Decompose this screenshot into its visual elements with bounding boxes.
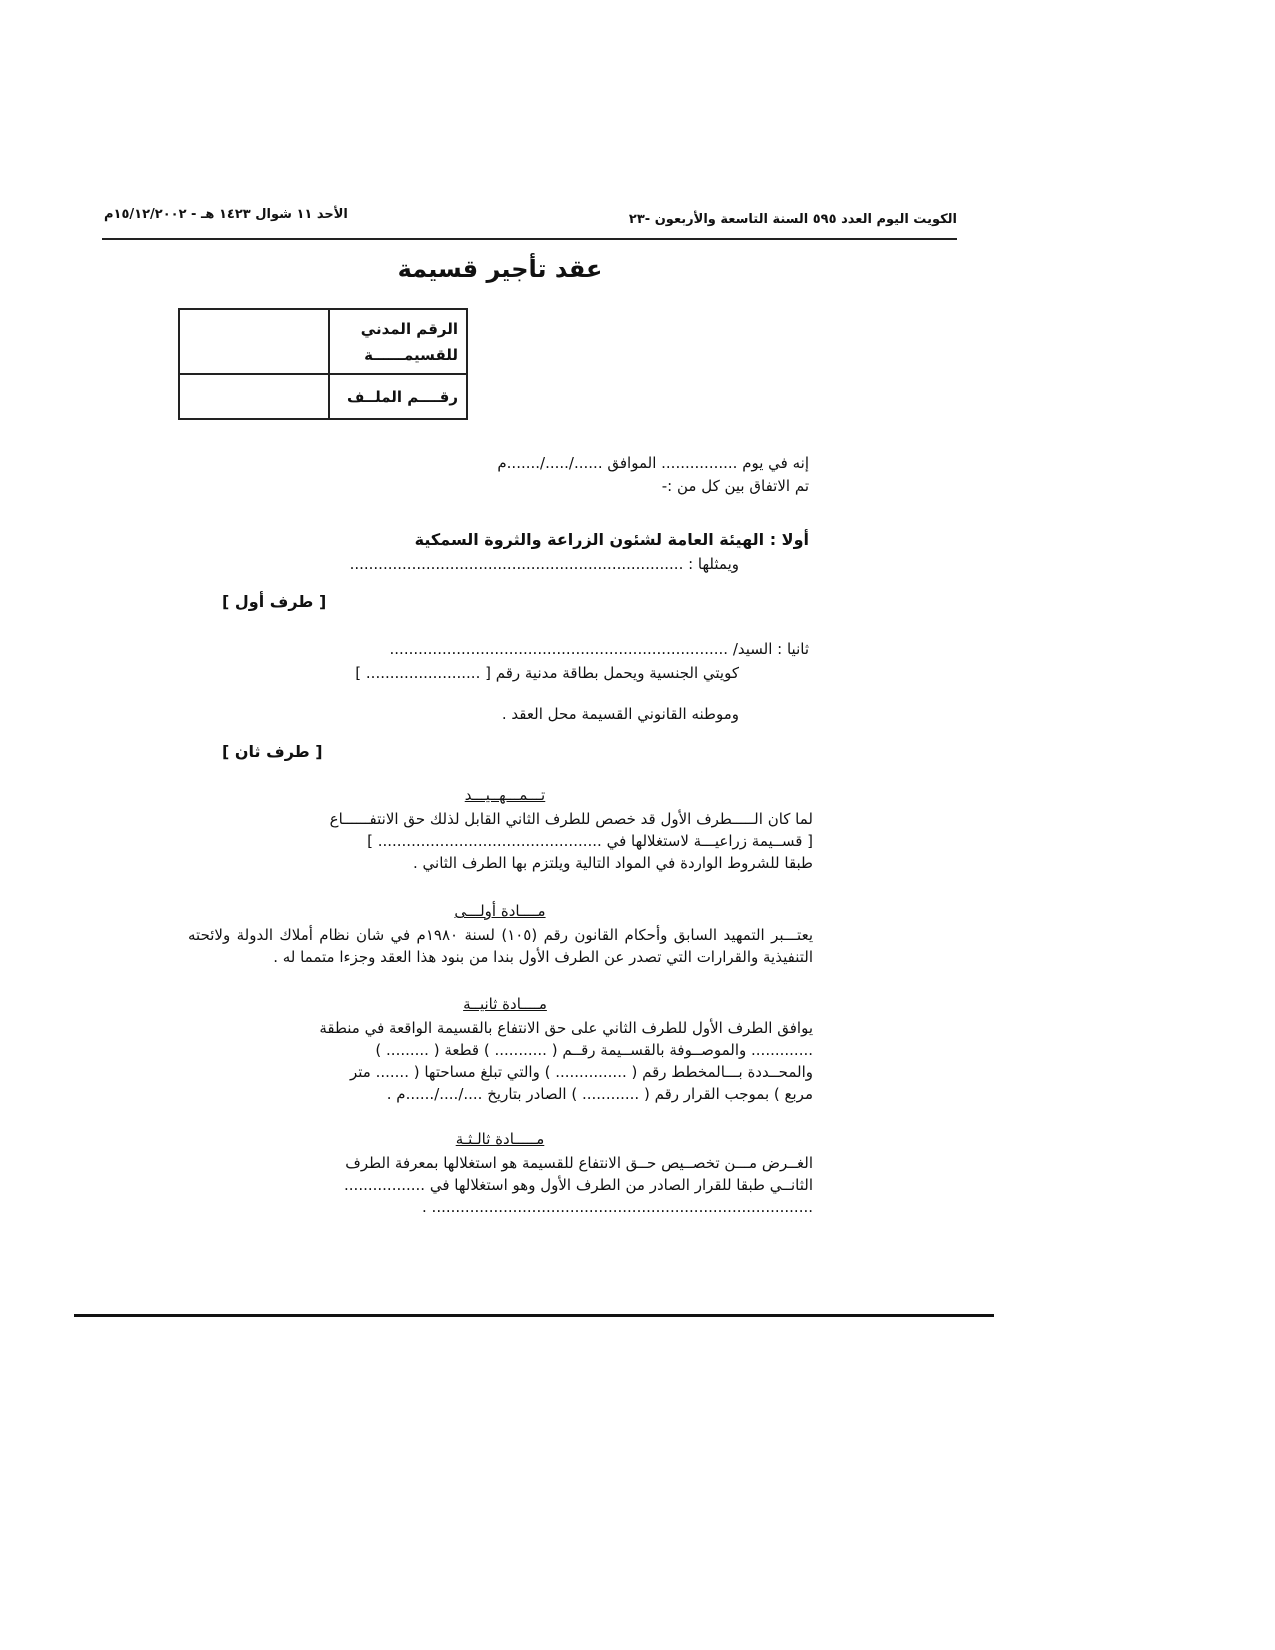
file-number-value[interactable] — [179, 374, 329, 419]
preamble-line: [ قســيمة زراعيـــة لاستغلالها في ............................................... ] — [367, 832, 813, 850]
document-title: عقد تأجير قسيمة — [397, 255, 603, 283]
article3-line: ................................................................................ . — [422, 1198, 813, 1216]
preamble-line: طبقا للشروط الواردة في المواد التالية ويلتزم بها الطرف الثاني . — [413, 854, 813, 872]
article3-line: الثانــي طبقا للقرار الصادر من الطرف الأول وهو استغلالها في ................. — [344, 1176, 813, 1194]
intro-date-line: إنه في يوم ................ الموافق ....../...../.......م — [497, 454, 809, 472]
article2-line: مربع ) بموجب القرار رقم ( ............ ) الصادر بتاريخ ..../..../......م . — [386, 1085, 813, 1103]
civil-number-value[interactable] — [179, 309, 329, 374]
article1-title: مــــادة أولـــى — [454, 902, 546, 920]
party2-id-line: كويتي الجنسية ويحمل بطاقة مدنية رقم [ ........................ ] — [355, 664, 739, 682]
preamble-line: لما كان الـــــطرف الأول قد خصص للطرف الثاني القابل لذلك حق الانتفــــــاع — [329, 810, 813, 828]
party2-tag: [ طرف ثان ] — [222, 742, 323, 761]
article3-body — [188, 1152, 813, 1218]
article3-title: مـــــادة ثالـثـة — [455, 1130, 545, 1148]
party1-heading: أولا : الهيئة العامة لشئون الزراعة والثروة السمكية — [414, 530, 809, 549]
article2-title: مــــادة ثانيــة — [463, 995, 547, 1013]
party2-name-line: ثانيا : السيد/ ....................................................................... — [389, 640, 809, 658]
article2-line: يوافق الطرف الأول للطرف الثاني على حق الانتفاع بالقسيمة الواقعة في منطقة — [319, 1019, 813, 1037]
header-date: الأحد ١١ شوال ١٤٢٣ هـ - ١٥/١٢/٢٠٠٢م — [104, 207, 348, 222]
file-number-label: رقــــم الملــف — [329, 374, 467, 419]
civil-number-label-line2: للقسيمــــــة — [364, 345, 458, 364]
civil-number-label-line1: الرقم المدني — [360, 319, 458, 338]
party1-representative: ويمثلها : ...................................................................... — [349, 555, 739, 573]
article2-line: ............. والموصــوفة بالقســيمة رقــم ( ........... ) قطعة ( ......... ) — [375, 1041, 813, 1059]
footer-divider — [74, 1314, 994, 1317]
article2-line: والمحــددة بـــالمخطط رقم ( ............... ) والتي تبلغ مساحتها ( ....... متر — [349, 1063, 813, 1081]
civil-number-label — [329, 309, 467, 374]
party2-address-line: وموطنه القانوني القسيمة محل العقد . — [501, 705, 739, 723]
article2-body — [188, 1017, 813, 1105]
preamble-title: تـــمـــهــيـــد — [464, 786, 546, 804]
intro-agreement-line: تم الاتفاق بين كل من :- — [661, 477, 809, 495]
header-divider — [102, 238, 957, 240]
plot-info-table — [178, 308, 468, 420]
article1-body: يعتـــبر التمهيد السابق وأحكام القانون رقم (١٠٥) لسنة ١٩٨٠م في شان نظام أملاك الدولة ولائحته التنفيذية والقرارات التي تصدر عن الطرف الأول بندا من بنود هذا العقد وجزءا متمما له . — [188, 926, 813, 966]
party1-tag: [ طرف أول ] — [222, 592, 327, 611]
header-issue: الكويت اليوم العدد ٥٩٥ السنة التاسعة والأربعون -٢٣ — [628, 212, 957, 227]
article3-line: الغــرض مـــن تخصــيص حــق الانتفاع للقسيمة هو استغلالها بمعرفة الطرف — [345, 1154, 813, 1172]
preamble-body — [188, 808, 813, 874]
